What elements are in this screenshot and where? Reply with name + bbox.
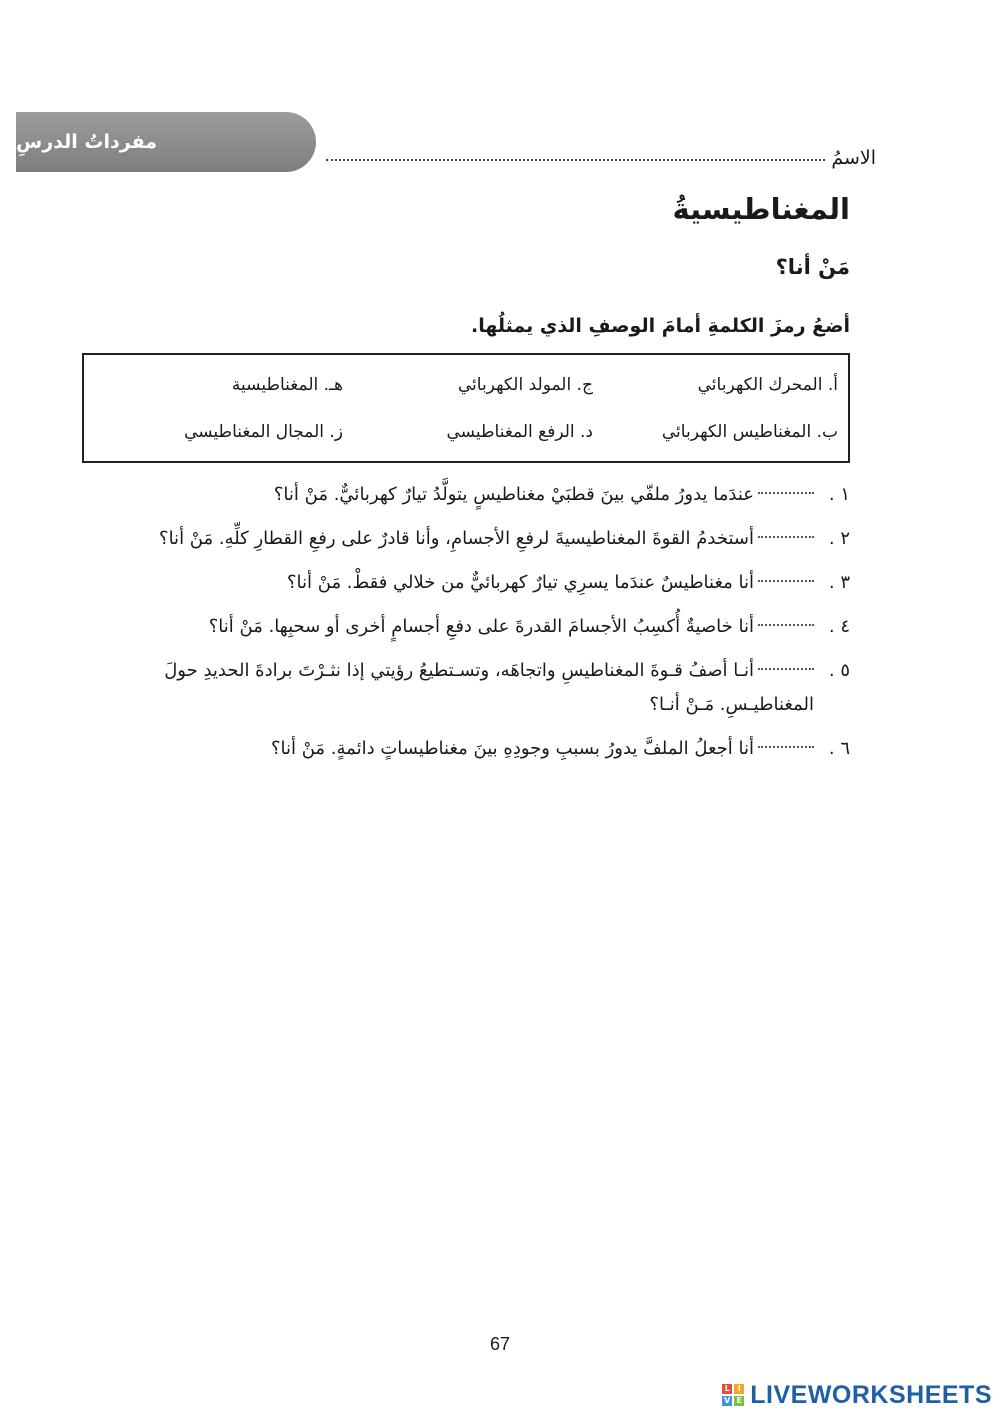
logo-letter: V <box>724 1396 731 1405</box>
question-text: أنا أجعلُ الملفَّ يدورُ بسببِ وجودِهِ بينَ مغناطيساتٍ دائمةٍ. مَنْ أنا؟ <box>270 738 754 759</box>
word-bank-item: هـ. المغناطيسية <box>231 374 343 395</box>
question-body <box>80 478 814 512</box>
answer-blank[interactable] <box>758 535 814 538</box>
student-name-row <box>326 135 876 169</box>
worksheet-subtitle: مَنْ أنا؟ <box>775 255 850 279</box>
word-bank-item: د. الرفع المغناطيسي <box>446 421 593 442</box>
instructions: أضعُ رمزَ الكلمةِ أمامَ الوصفِ الذي يمثلُها. <box>471 315 850 337</box>
word-bank-item: ز. المجال المغناطيسي <box>184 421 343 442</box>
question-item <box>80 566 850 600</box>
question-body <box>80 610 814 644</box>
answer-blank[interactable] <box>758 667 814 670</box>
question-item <box>80 478 850 512</box>
answer-blank[interactable] <box>758 745 814 748</box>
name-input-line[interactable] <box>326 159 825 161</box>
logo-letter: I <box>734 1384 744 1394</box>
logo-letter: E <box>734 1396 744 1406</box>
question-body <box>80 654 814 722</box>
question-body <box>80 566 814 600</box>
question-text: أستخدمُ القوةَ المغناطيسيةَ لرفعِ الأجسامِ، وأنا قادرٌ على رفعِ القطارِ كلِّهِ. مَنْ أنا؟ <box>159 528 754 549</box>
question-number: ٦ . <box>828 738 850 759</box>
question-number: ٣ . <box>828 572 850 593</box>
question-number: ٢ . <box>828 528 850 549</box>
name-label: الاسمُ <box>831 147 876 169</box>
liveworksheets-logo-icon <box>722 1384 744 1406</box>
question-text: أنا خاصيةٌ أُكسِبُ الأجسامَ القدرةَ على دفعِ أجسامٍ أخرى أو سحبِها. مَنْ أنا؟ <box>208 616 754 637</box>
word-bank-item: ب. المغناطيس الكهربائي <box>661 421 838 442</box>
question-body <box>80 522 814 556</box>
question-number: ١ . <box>828 484 850 505</box>
question-body <box>80 732 814 766</box>
brand-name: LIVEWORKSHEETS <box>750 1380 992 1409</box>
question-text: أنـا أصفُ قـوةَ المغناطيسِ واتجاهَه، وتسـتطيعُ رؤيتي إذا نثـرْتَ برادةَ الحديدِ حولَ المغناطيـسِ. مَـنْ أنـا؟ <box>164 660 814 715</box>
question-item <box>80 610 850 644</box>
liveworksheets-brand[interactable] <box>722 1380 992 1410</box>
question-text: عندَما يدورُ ملفّي بينَ قطبَيْ مغناطيسٍ يتولَّدُ تيارٌ كهربائيٌّ. مَنْ أنا؟ <box>273 484 754 505</box>
answer-blank[interactable] <box>758 579 814 582</box>
lesson-tab-label: مفرداتُ الدرسِ <box>16 131 158 153</box>
word-bank-item: أ. المحرك الكهربائي <box>697 374 838 395</box>
page-number: 67 <box>489 1334 511 1354</box>
question-list <box>80 478 850 776</box>
question-number: ٥ . <box>828 660 850 681</box>
question-number: ٤ . <box>828 616 850 637</box>
question-text: أنا مغناطيسٌ عندَما يسرِي تيارٌ كهربائيٌّ من خلالي فقطْ. مَنْ أنا؟ <box>286 572 754 593</box>
lesson-vocabulary-tab <box>16 112 316 172</box>
question-item <box>80 654 850 722</box>
question-item <box>80 732 850 766</box>
worksheet-title: المغناطيسيةُ <box>672 192 850 226</box>
word-bank-item: ج. المولد الكهربائي <box>457 374 593 395</box>
answer-blank[interactable] <box>758 623 814 626</box>
logo-letter: L <box>722 1384 732 1394</box>
question-item <box>80 522 850 556</box>
word-bank <box>82 353 850 463</box>
answer-blank[interactable] <box>758 491 814 494</box>
